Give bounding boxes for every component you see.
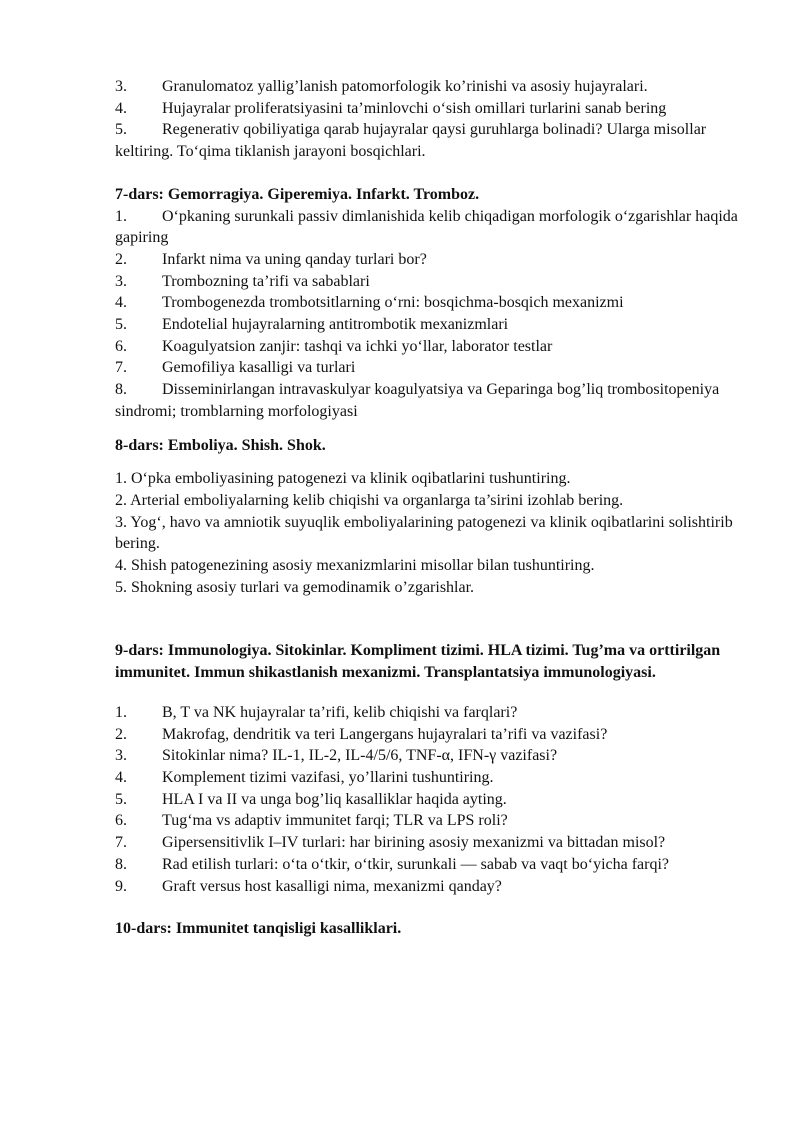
list-item: 1. Oʻpka emboliyasining patogenezi va klinik oqibatlarini tushuntiring. xyxy=(115,470,571,488)
item-number: 6. xyxy=(115,812,127,830)
item-text: Granulomatoz yallig’lanish patomorfologik ko’rinishi va asosiy hujayralari. xyxy=(162,78,648,95)
item-text: B, T va NK hujayralar ta’rifi, kelib chiqishi va farqlari? xyxy=(162,703,518,721)
item-text: HLA I va II va unga bog’liq kasalliklar haqida ayting. xyxy=(162,790,507,808)
list-item: 2. Arterial emboliyalarning kelib chiqishi va organlarga ta’sirini izohlab bering. xyxy=(115,491,624,509)
list-item xyxy=(115,789,745,811)
lesson-7-heading: 7-dars: Gemorragiya. Giperemiya. Infarkt. Tromboz. xyxy=(115,185,480,203)
list-item xyxy=(115,854,745,876)
item-number: 4. xyxy=(115,294,127,312)
item-text: Endotelial hujayralarning antitrombotik mexanizmlari xyxy=(162,316,509,334)
item-text: Infarkt nima va uning qanday turlari bor? xyxy=(162,250,427,268)
list-item xyxy=(115,357,745,379)
list-item xyxy=(115,702,745,724)
item-text: Graft versus host kasalligi nima, mexanizmi qanday? xyxy=(162,877,502,895)
item-number: 9. xyxy=(115,877,127,895)
lesson-9-section xyxy=(115,640,745,897)
item-number: 2. xyxy=(115,725,127,743)
list-item xyxy=(115,119,745,162)
item-number: 3. xyxy=(115,78,127,95)
item-number: 8. xyxy=(115,381,127,399)
list-item xyxy=(115,336,745,358)
lesson-8-section xyxy=(115,435,745,599)
lesson-8-heading: 8-dars: Emboliya. Shish. Shok. xyxy=(115,436,326,454)
item-text: Regenerativ qobiliyatiga qarab hujayralar qaysi guruhlarga bolinadi? Ularga misollar keltiring. Toʻqima tiklanish jarayoni bosqichlari. xyxy=(115,121,707,161)
lesson-10-heading: 10-dars: Immunitet tanqisligi kasalliklari. xyxy=(115,920,402,938)
list-item xyxy=(115,724,745,746)
list-item xyxy=(115,767,745,789)
item-text: Rad etilish turlari: oʻta oʻtkir, oʻtkir, surunkali — sabab va vaqt boʻyicha farqi? xyxy=(162,855,670,873)
list-item xyxy=(115,876,745,898)
list-item xyxy=(115,206,745,249)
item-number: 1. xyxy=(115,703,127,721)
intro-list xyxy=(115,76,745,163)
item-number: 6. xyxy=(115,337,127,355)
item-number: 3. xyxy=(115,747,127,765)
lesson-9-heading: 9-dars: Immunologiya. Sitokinlar. Kompliment tizimi. HLA tizimi. Tug’ma va orttirilgan immunitet. Immun shikastlanish mexanizmi. Transplantatsiya immunologiyasi. xyxy=(115,642,721,682)
item-number: 1. xyxy=(115,207,127,225)
list-item xyxy=(115,76,745,98)
item-text: Koagulyatsion zanjir: tashqi va ichki yoʻllar, laborator testlar xyxy=(162,337,553,355)
lesson-7-section xyxy=(115,184,745,423)
item-text: Disseminirlangan intravaskulyar koagulyatsiya va Geparinga bog’liq trombositopeniya sindromi; tromblarning morfologiyasi xyxy=(115,381,720,420)
item-number: 7. xyxy=(115,834,127,852)
item-text: Oʻpkaning surunkali passiv dimlanishida kelib chiqadigan morfologik oʻzgarishlar haqida gapiring xyxy=(115,207,738,247)
list-item xyxy=(115,832,745,854)
list-item xyxy=(115,745,745,767)
list-item xyxy=(115,271,745,293)
list-item: 5. Shokning asosiy turlari va gemodinamik o’zgarishlar. xyxy=(115,578,475,596)
list-item xyxy=(115,292,745,314)
list-item xyxy=(115,314,745,336)
item-text: Makrofag, dendritik va teri Langergans hujayralari ta’rifi va vazifasi? xyxy=(162,725,608,743)
list-item: 3. Yogʻ, havo va amniotik suyuqlik emboliyalarining patogenezi va klinik oqibatlarini solishtirib bering. xyxy=(115,513,733,553)
list-item xyxy=(115,98,745,120)
item-text: Trombozning ta’rifi va sabablari xyxy=(162,272,370,290)
item-text: Sitokinlar nima? IL-1, IL-2, IL-4/5/6, TNF-α, IFN-γ vazifasi? xyxy=(162,747,558,765)
item-number: 5. xyxy=(115,790,127,808)
item-number: 2. xyxy=(115,250,127,268)
list-item xyxy=(115,379,745,422)
list-item: 4. Shish patogenezining asosiy mexanizmlarini misollar bilan tushuntiring. xyxy=(115,557,595,575)
item-text: Komplement tizimi vazifasi, yo’llarini tushuntiring. xyxy=(162,768,494,786)
item-number: 4. xyxy=(115,768,127,786)
item-number: 3. xyxy=(115,272,127,290)
item-number: 8. xyxy=(115,855,127,873)
item-text: Hujayralar proliferatsiyasini ta’minlovchi oʻsish omillari turlarini sanab bering xyxy=(162,99,667,117)
item-text: Tugʻma vs adaptiv immunitet farqi; TLR va LPS roli? xyxy=(162,812,508,830)
item-number: 5. xyxy=(115,121,127,139)
document-page xyxy=(115,76,745,940)
item-number: 7. xyxy=(115,359,127,377)
item-text: Gemofiliya kasalligi va turlari xyxy=(162,359,356,377)
list-item xyxy=(115,249,745,271)
item-text: Trombogenezda trombotsitlarning oʻrni: bosqichma-bosqich mexanizmi xyxy=(162,294,624,312)
lesson-10-section xyxy=(115,918,745,940)
item-number: 5. xyxy=(115,316,127,334)
item-number: 4. xyxy=(115,99,127,117)
list-item xyxy=(115,810,745,832)
item-text: Gipersensitivlik I–IV turlari: har birining asosiy mexanizmi va bittadan misol? xyxy=(162,834,666,852)
